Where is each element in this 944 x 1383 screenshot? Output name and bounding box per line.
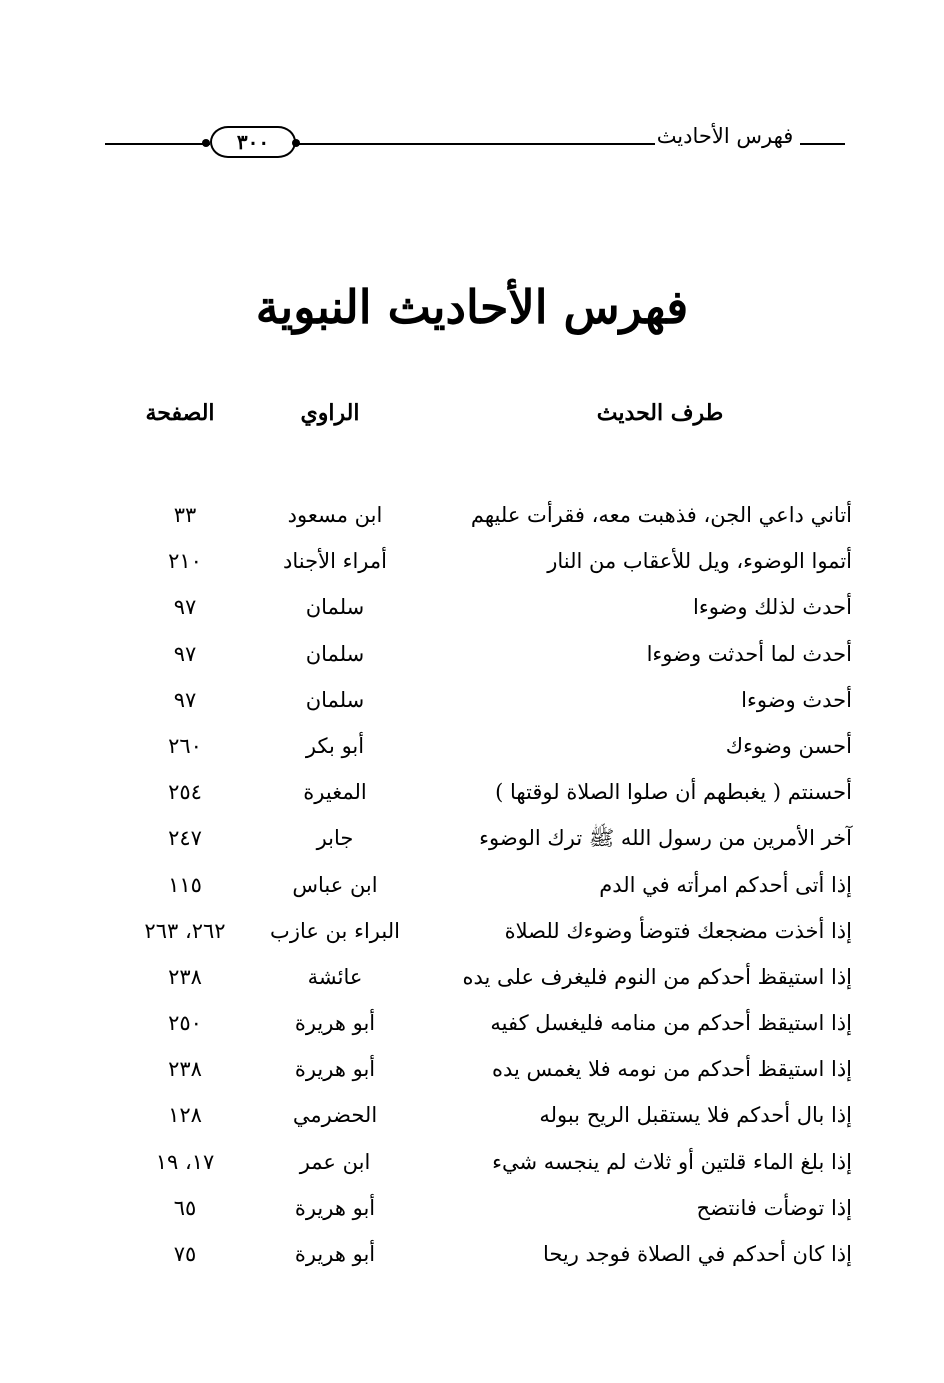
- rawi-name: الحضرمي: [292, 1103, 378, 1128]
- hadith-text: إذا استيقظ أحدكم من النوم فليغرف على يده: [462, 964, 852, 989]
- table-row: [0, 1000, 944, 1046]
- hadith-text: أتموا الوضوء، ويل للأعقاب من النار: [547, 549, 852, 574]
- page-ref: ١٢٨: [168, 1103, 202, 1128]
- page-ref: ٣٣: [173, 503, 197, 527]
- rawi-name: ابن عمر: [299, 1149, 371, 1174]
- hadith-text: إذا توضأت فانتضح: [696, 1195, 852, 1220]
- hadith-text: إذا استيقظ أحدكم من منامه فليغسل كفيه: [490, 1011, 852, 1036]
- page-ref: ٢٤٧: [168, 826, 202, 851]
- page-ref: ١١٥: [168, 872, 202, 897]
- header-rule-middle: [295, 143, 655, 145]
- table-row: [0, 677, 944, 723]
- hadith-text: أتاني داعي الجن، فذهبت معه، فقرأت عليهم: [470, 503, 852, 527]
- table-row: [0, 538, 944, 584]
- page-ref: ٩٧: [173, 687, 197, 712]
- table-row: [0, 1185, 944, 1231]
- page-ref: ١٧، ١٩: [155, 1149, 215, 1174]
- page-ref: ٢١٠: [168, 549, 202, 574]
- rawi-name: أبو بكر: [305, 733, 365, 758]
- rawi-name: أبو هريرة: [294, 1195, 376, 1220]
- rawi-name: أبو هريرة: [294, 1242, 376, 1266]
- hadith-text: أحدث لما أحدثت وضوءا: [646, 641, 852, 666]
- hadith-text: أحدث لذلك وضوءا: [692, 595, 852, 620]
- table-row: [0, 954, 944, 1000]
- rawi-name: سلمان: [305, 641, 365, 666]
- hadith-text: أحسنتم ( يغبطهم أن صلوا الصلاة لوقتها ): [495, 780, 852, 805]
- page-ref: ٢٣٨: [168, 964, 202, 989]
- table-row: [0, 769, 944, 815]
- hadith-text: أحدث وضوءا: [741, 687, 852, 712]
- table-row: [0, 492, 944, 538]
- page-ref: ٧٥: [173, 1242, 197, 1266]
- table-row: [0, 1092, 944, 1138]
- hadith-text: إذا بلغ الماء قلتين أو ثلاث لم ينجسه شيء: [492, 1149, 852, 1174]
- rawi-name: المغيرة: [303, 780, 367, 805]
- rawi-name: ابن مسعود: [287, 503, 383, 527]
- hadith-text: آخر الأمرين من رسول الله ﷺ ترك الوضوء: [479, 826, 852, 851]
- header-rule-right: [800, 143, 845, 145]
- hadith-text: إذا أتى أحدكم امرأته في الدم: [599, 872, 852, 897]
- running-header: [100, 118, 848, 168]
- rawi-name: أمراء الأجناد: [283, 549, 387, 574]
- hadith-text: أحسن وضوءك: [725, 733, 852, 758]
- page-ref: ٢٥٠: [168, 1011, 202, 1036]
- table-row: [0, 584, 944, 630]
- page-number-badge: [210, 126, 296, 158]
- hadith-text: إذا أخذت مضجعك فتوضأ وضوءك للصلاة: [504, 918, 852, 943]
- rawi-name: سلمان: [305, 687, 365, 712]
- table-row: [0, 1139, 944, 1185]
- page-ref: ٢٦٠: [168, 733, 202, 758]
- table-row: [0, 815, 944, 861]
- page-ref: ٢٣٨: [168, 1057, 202, 1082]
- page-ref: ٩٧: [173, 641, 197, 666]
- table-row: [0, 908, 944, 954]
- column-header-rawi: الراوي: [300, 400, 360, 426]
- table-row: [0, 631, 944, 677]
- rawi-name: أبو هريرة: [294, 1011, 376, 1036]
- running-title: فهرس الأحاديث: [656, 124, 794, 148]
- rawi-name: سلمان: [305, 595, 365, 620]
- page-ref: ٢٦٢، ٢٦٣: [144, 918, 226, 943]
- page-title: فهرس الأحاديث النبوية: [255, 280, 689, 334]
- rawi-name: ابن عباس: [292, 872, 378, 897]
- table-row: [0, 723, 944, 769]
- page-ref: ٢٥٤: [168, 780, 202, 805]
- page-ref: ٦٥: [173, 1195, 197, 1220]
- hadith-text: إذا استيقظ أحدكم من نومه فلا يغمس يده: [492, 1057, 852, 1082]
- page-number: ٣٠٠: [236, 130, 270, 154]
- column-header-page: الصفحة: [145, 400, 215, 426]
- rawi-name: أبو هريرة: [294, 1057, 376, 1082]
- table-row: [0, 1231, 944, 1277]
- hadith-text: إذا كان أحدكم في الصلاة فوجد ريحا: [542, 1242, 852, 1266]
- header-rule-left: [105, 143, 210, 145]
- hadith-index-list: [0, 492, 944, 1277]
- table-row: [0, 862, 944, 908]
- ornament-dot-left: [202, 139, 210, 147]
- rawi-name: عائشة: [307, 964, 363, 989]
- column-header-hadith: طرف الحديث: [596, 400, 724, 426]
- rawi-name: البراء بن عازب: [270, 918, 400, 943]
- page-ref: ٩٧: [173, 595, 197, 620]
- table-row: [0, 1046, 944, 1092]
- rawi-name: جابر: [316, 826, 354, 851]
- hadith-text: إذا بال أحدكم فلا يستقبل الريح ببوله: [539, 1103, 852, 1128]
